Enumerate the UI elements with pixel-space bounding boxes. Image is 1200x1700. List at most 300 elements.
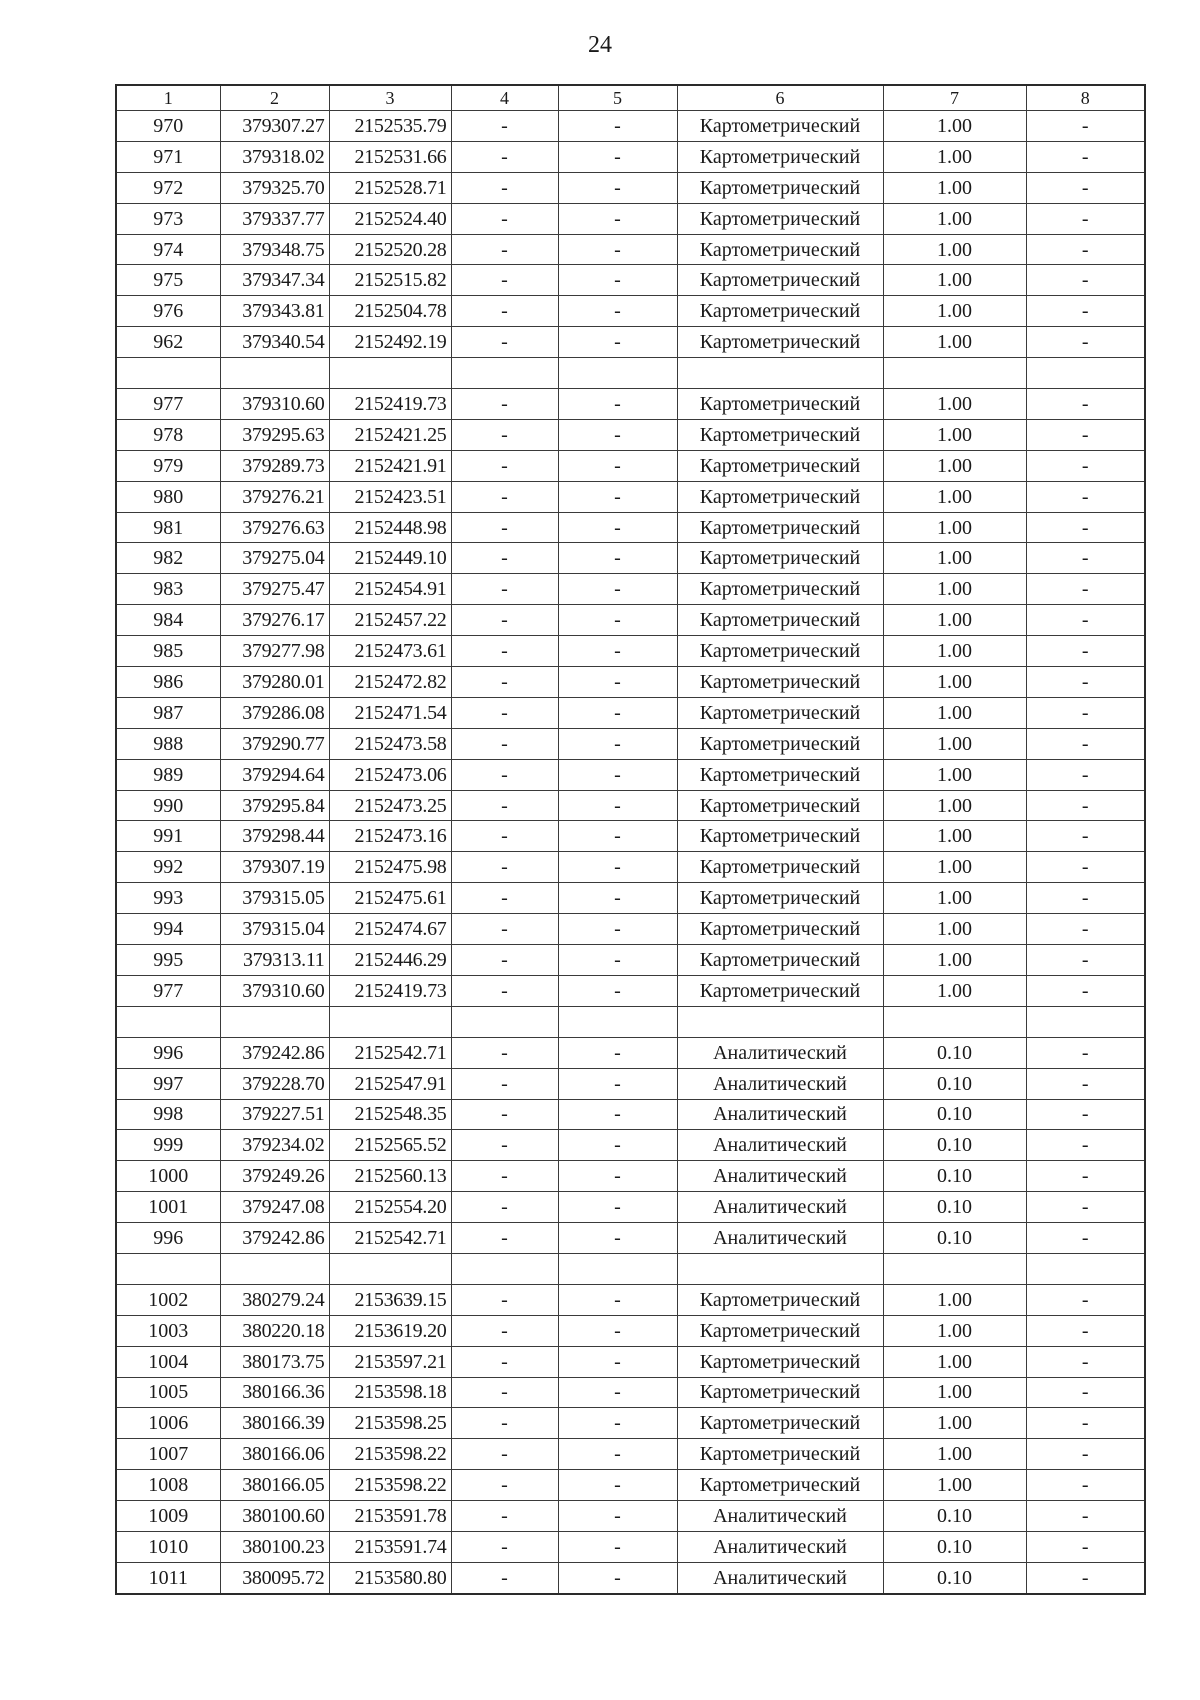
table-cell: 1.00 (883, 203, 1026, 234)
table-row (116, 1130, 1145, 1161)
table-cell: 1.00 (883, 1439, 1026, 1470)
table-cell: - (558, 574, 677, 605)
table-cell: - (1026, 111, 1145, 142)
table-cell: - (451, 883, 558, 914)
table-cell: Картометрический (677, 172, 883, 203)
table-cell: 2152492.19 (329, 327, 451, 358)
table-cell: 984 (116, 605, 220, 636)
table-cell: Картометрический (677, 852, 883, 883)
table-row (116, 759, 1145, 790)
table-cell: - (1026, 667, 1145, 698)
table-cell: Картометрический (677, 296, 883, 327)
table-row (116, 512, 1145, 543)
table-row (116, 481, 1145, 512)
table-cell: 379294.64 (220, 759, 329, 790)
table-cell: 379348.75 (220, 234, 329, 265)
table-cell (329, 1006, 451, 1037)
table-cell: 974 (116, 234, 220, 265)
table-cell: Картометрический (677, 759, 883, 790)
table-cell (677, 358, 883, 389)
table-cell: - (558, 512, 677, 543)
table-cell: - (451, 1439, 558, 1470)
table-cell: - (558, 790, 677, 821)
table-cell: 0.10 (883, 1161, 1026, 1192)
table-cell: - (1026, 327, 1145, 358)
table-cell (220, 1006, 329, 1037)
table-cell: - (558, 975, 677, 1006)
table-cell: 2152504.78 (329, 296, 451, 327)
table-row (116, 1161, 1145, 1192)
table-cell: 986 (116, 667, 220, 698)
table-cell: 1.00 (883, 1315, 1026, 1346)
table-cell: - (558, 1161, 677, 1192)
header-cell: 6 (677, 85, 883, 111)
table-cell: 379289.73 (220, 450, 329, 481)
table-cell: 1.00 (883, 265, 1026, 296)
table-row (116, 1346, 1145, 1377)
table-cell: 379298.44 (220, 821, 329, 852)
table-cell: - (451, 1161, 558, 1192)
table-cell: - (1026, 574, 1145, 605)
table-cell: 1.00 (883, 481, 1026, 512)
table-cell (1026, 1253, 1145, 1284)
table-cell: 379247.08 (220, 1192, 329, 1223)
table-cell: - (1026, 697, 1145, 728)
table-cell: - (558, 759, 677, 790)
table-row (116, 883, 1145, 914)
table-row (116, 111, 1145, 142)
table-cell: 379276.21 (220, 481, 329, 512)
table-row (116, 1501, 1145, 1532)
table-cell: Картометрический (677, 1470, 883, 1501)
table-cell: Картометрический (677, 945, 883, 976)
table-cell: Картометрический (677, 1315, 883, 1346)
table-cell: 997 (116, 1068, 220, 1099)
table-cell: 1.00 (883, 1408, 1026, 1439)
table-cell (116, 358, 220, 389)
table-cell: Аналитический (677, 1562, 883, 1593)
table-cell: 379310.60 (220, 389, 329, 420)
table-cell: - (451, 914, 558, 945)
table-cell: - (1026, 141, 1145, 172)
table-row (116, 327, 1145, 358)
table-row (116, 1223, 1145, 1254)
table-cell: 2152474.67 (329, 914, 451, 945)
table-cell: - (451, 1099, 558, 1130)
table-cell: - (451, 1346, 558, 1377)
table-cell: Картометрический (677, 697, 883, 728)
table-cell: - (1026, 1346, 1145, 1377)
table-cell (451, 1006, 558, 1037)
table-cell: 1.00 (883, 914, 1026, 945)
table-cell: 0.10 (883, 1223, 1026, 1254)
table-cell: 0.10 (883, 1037, 1026, 1068)
table-cell: - (1026, 790, 1145, 821)
table-cell: - (558, 296, 677, 327)
table-cell: 995 (116, 945, 220, 976)
table-cell: Аналитический (677, 1130, 883, 1161)
table-cell: 998 (116, 1099, 220, 1130)
table-cell: 2153591.74 (329, 1531, 451, 1562)
table-cell: 2152542.71 (329, 1037, 451, 1068)
table-cell: 379275.47 (220, 574, 329, 605)
table-cell: - (1026, 852, 1145, 883)
table-cell: 1.00 (883, 1377, 1026, 1408)
table-cell: - (558, 327, 677, 358)
table-row (116, 1284, 1145, 1315)
table-row (116, 1037, 1145, 1068)
table-cell: Картометрический (677, 481, 883, 512)
table-cell: 993 (116, 883, 220, 914)
table-cell (451, 1253, 558, 1284)
table-cell: Картометрический (677, 636, 883, 667)
table-cell: Картометрический (677, 450, 883, 481)
table-cell: Картометрический (677, 327, 883, 358)
table-cell: 1.00 (883, 512, 1026, 543)
table-cell: 1.00 (883, 1346, 1026, 1377)
table-cell: 988 (116, 728, 220, 759)
table-cell: 379340.54 (220, 327, 329, 358)
table-cell: 989 (116, 759, 220, 790)
table-cell: - (451, 605, 558, 636)
table-cell: - (558, 543, 677, 574)
table-cell (558, 1253, 677, 1284)
table-row (116, 1562, 1145, 1593)
table-cell: - (558, 1130, 677, 1161)
table-cell: - (1026, 1315, 1145, 1346)
header-cell: 3 (329, 85, 451, 111)
table-cell: - (1026, 914, 1145, 945)
table-cell: - (451, 111, 558, 142)
table-body (116, 111, 1145, 1594)
table-cell: Картометрический (677, 203, 883, 234)
table-cell: 1007 (116, 1439, 220, 1470)
table-cell: 1.00 (883, 975, 1026, 1006)
table-cell: - (451, 790, 558, 821)
table-row (116, 790, 1145, 821)
table-row (116, 852, 1145, 883)
table-cell: - (1026, 450, 1145, 481)
table-cell: - (558, 265, 677, 296)
table-cell: 379318.02 (220, 141, 329, 172)
table-cell: - (558, 1068, 677, 1099)
table-cell: - (451, 759, 558, 790)
table-cell: 2152454.91 (329, 574, 451, 605)
table-cell: 2152520.28 (329, 234, 451, 265)
table-cell: 2152448.98 (329, 512, 451, 543)
table-cell: Картометрический (677, 265, 883, 296)
table-row (116, 419, 1145, 450)
table-cell (558, 1006, 677, 1037)
table-cell: 0.10 (883, 1562, 1026, 1593)
table-row (116, 296, 1145, 327)
table-cell: Картометрический (677, 728, 883, 759)
table-cell: 999 (116, 1130, 220, 1161)
table-cell: - (558, 234, 677, 265)
table-cell: 380166.06 (220, 1439, 329, 1470)
header-cell: 5 (558, 85, 677, 111)
table-cell: 2153597.21 (329, 1346, 451, 1377)
table-row (116, 450, 1145, 481)
table-cell: - (1026, 1501, 1145, 1532)
table-cell: 2152565.52 (329, 1130, 451, 1161)
table-cell: 2152473.61 (329, 636, 451, 667)
table-row (116, 1377, 1145, 1408)
table-cell: - (558, 852, 677, 883)
table-cell: - (1026, 203, 1145, 234)
table-cell: 0.10 (883, 1501, 1026, 1532)
table-cell: 1.00 (883, 234, 1026, 265)
table-cell: 2152531.66 (329, 141, 451, 172)
table-cell: 971 (116, 141, 220, 172)
table-cell: 379227.51 (220, 1099, 329, 1130)
table-header (116, 85, 1145, 111)
table-cell: 2152475.98 (329, 852, 451, 883)
table-cell: Аналитический (677, 1501, 883, 1532)
table-row (116, 697, 1145, 728)
table-cell: 2152473.58 (329, 728, 451, 759)
table-cell: 983 (116, 574, 220, 605)
table-cell: Аналитический (677, 1037, 883, 1068)
table-cell: 379242.86 (220, 1223, 329, 1254)
table-cell: 379276.63 (220, 512, 329, 543)
table-cell: - (558, 1346, 677, 1377)
table-cell: - (451, 1068, 558, 1099)
table-cell (1026, 1006, 1145, 1037)
table-cell: - (451, 234, 558, 265)
table-cell: Аналитический (677, 1192, 883, 1223)
table-row (116, 1408, 1145, 1439)
table-cell: - (451, 512, 558, 543)
table-cell: 379290.77 (220, 728, 329, 759)
table-cell: - (1026, 975, 1145, 1006)
table-cell: 977 (116, 975, 220, 1006)
table-cell: - (1026, 1439, 1145, 1470)
table-cell: 1004 (116, 1346, 220, 1377)
table-cell: 379347.34 (220, 265, 329, 296)
table-cell: 1008 (116, 1470, 220, 1501)
table-cell: 2152421.91 (329, 450, 451, 481)
table-row (116, 1439, 1145, 1470)
table-cell: - (451, 1531, 558, 1562)
table-cell: - (451, 636, 558, 667)
header-cell: 8 (1026, 85, 1145, 111)
table-row (116, 234, 1145, 265)
table-cell: Картометрический (677, 111, 883, 142)
table-cell: 2152449.10 (329, 543, 451, 574)
table-cell: - (558, 914, 677, 945)
table-row (116, 1315, 1145, 1346)
table-cell: 2152515.82 (329, 265, 451, 296)
table-cell: - (1026, 728, 1145, 759)
table-cell: 2152457.22 (329, 605, 451, 636)
table-cell: Картометрический (677, 975, 883, 1006)
table-cell: - (451, 1470, 558, 1501)
table-cell: 379242.86 (220, 1037, 329, 1068)
table-cell: 1.00 (883, 852, 1026, 883)
table-row (116, 543, 1145, 574)
table-cell (883, 1006, 1026, 1037)
table-cell: 1.00 (883, 636, 1026, 667)
table-cell: 1.00 (883, 574, 1026, 605)
table-cell: - (1026, 543, 1145, 574)
table-cell: 2152554.20 (329, 1192, 451, 1223)
table-cell: - (451, 327, 558, 358)
table-row (116, 914, 1145, 945)
table-cell: 1.00 (883, 1284, 1026, 1315)
table-cell: 980 (116, 481, 220, 512)
table-cell: 379307.19 (220, 852, 329, 883)
table-cell: 962 (116, 327, 220, 358)
table-cell: - (1026, 605, 1145, 636)
table-cell: - (558, 419, 677, 450)
table-cell: - (558, 203, 677, 234)
table-cell: 379315.04 (220, 914, 329, 945)
table-cell: 994 (116, 914, 220, 945)
table-cell: 2152524.40 (329, 203, 451, 234)
table-row (116, 1192, 1145, 1223)
table-cell: 1003 (116, 1315, 220, 1346)
table-row (116, 389, 1145, 420)
table-cell: - (451, 1408, 558, 1439)
table-row (116, 1470, 1145, 1501)
header-cell: 2 (220, 85, 329, 111)
table-cell: 1.00 (883, 296, 1026, 327)
table-cell: - (451, 1037, 558, 1068)
table-cell: 2153598.18 (329, 1377, 451, 1408)
table-cell: 975 (116, 265, 220, 296)
table-cell: - (451, 1501, 558, 1532)
table-row (116, 1068, 1145, 1099)
table-cell: - (1026, 1161, 1145, 1192)
table-cell: 2152547.91 (329, 1068, 451, 1099)
table-cell: - (451, 265, 558, 296)
table-cell: - (451, 1562, 558, 1593)
table-cell: 2153598.25 (329, 1408, 451, 1439)
table-cell: Аналитический (677, 1161, 883, 1192)
table-cell: 978 (116, 419, 220, 450)
table-row (116, 1531, 1145, 1562)
table-cell: - (1026, 512, 1145, 543)
table-cell: 982 (116, 543, 220, 574)
table-cell: 1.00 (883, 111, 1026, 142)
table-cell: - (558, 945, 677, 976)
table-cell: 379313.11 (220, 945, 329, 976)
table-cell: - (451, 1284, 558, 1315)
table-cell: 970 (116, 111, 220, 142)
table-cell: 2153598.22 (329, 1470, 451, 1501)
table-cell: Картометрический (677, 1439, 883, 1470)
table-cell: 1.00 (883, 945, 1026, 976)
table-cell: - (451, 481, 558, 512)
table-cell: - (1026, 1408, 1145, 1439)
table-cell: - (558, 1192, 677, 1223)
table-cell: Картометрический (677, 667, 883, 698)
table-cell: - (451, 667, 558, 698)
table-cell: Картометрический (677, 1284, 883, 1315)
table-cell: - (558, 1315, 677, 1346)
table-cell: - (1026, 1531, 1145, 1562)
table-cell: 379275.04 (220, 543, 329, 574)
table-spacer-row (116, 1006, 1145, 1037)
table-cell: - (558, 605, 677, 636)
table-cell: 379234.02 (220, 1130, 329, 1161)
table-cell: 380166.39 (220, 1408, 329, 1439)
table-cell (1026, 358, 1145, 389)
table-cell: - (1026, 636, 1145, 667)
table-cell: - (558, 1037, 677, 1068)
table-cell: 379337.77 (220, 203, 329, 234)
table-cell: 2152473.25 (329, 790, 451, 821)
table-spacer-row (116, 1253, 1145, 1284)
table-cell: - (1026, 389, 1145, 420)
table-cell: - (558, 1439, 677, 1470)
table-cell (677, 1253, 883, 1284)
table-cell: - (451, 389, 558, 420)
table-cell: - (451, 1192, 558, 1223)
table-cell: 379307.27 (220, 111, 329, 142)
table-cell: - (1026, 1284, 1145, 1315)
table-cell: - (1026, 1037, 1145, 1068)
table-cell (329, 1253, 451, 1284)
header-row (116, 85, 1145, 111)
table-cell: 1011 (116, 1562, 220, 1593)
table-cell: 979 (116, 450, 220, 481)
table-cell: 379295.63 (220, 419, 329, 450)
table-cell (883, 358, 1026, 389)
table-cell: Картометрический (677, 543, 883, 574)
table-cell: 977 (116, 389, 220, 420)
table-cell: 2153639.15 (329, 1284, 451, 1315)
table-cell: 976 (116, 296, 220, 327)
table-cell: - (558, 1377, 677, 1408)
table-cell: 379277.98 (220, 636, 329, 667)
table-cell: 379228.70 (220, 1068, 329, 1099)
table-cell: - (558, 172, 677, 203)
table-cell: - (1026, 481, 1145, 512)
table-cell: - (451, 1377, 558, 1408)
table-cell: - (451, 1315, 558, 1346)
table-cell: - (558, 636, 677, 667)
table-cell: - (558, 111, 677, 142)
table-cell: Аналитический (677, 1099, 883, 1130)
table-cell: 992 (116, 852, 220, 883)
table-cell: - (558, 141, 677, 172)
table-cell: - (1026, 265, 1145, 296)
table-cell: 1.00 (883, 605, 1026, 636)
table-cell: Картометрический (677, 914, 883, 945)
table-cell: - (1026, 1470, 1145, 1501)
table-cell: 1000 (116, 1161, 220, 1192)
table-cell: - (451, 574, 558, 605)
table-cell: 1.00 (883, 543, 1026, 574)
table-cell: - (1026, 1223, 1145, 1254)
table-cell: 991 (116, 821, 220, 852)
table-cell: - (451, 697, 558, 728)
table-cell: 1.00 (883, 697, 1026, 728)
table-cell: 2152421.25 (329, 419, 451, 450)
table-cell: - (558, 1284, 677, 1315)
table-cell: 1.00 (883, 141, 1026, 172)
table-cell: Картометрический (677, 883, 883, 914)
table-cell: - (451, 203, 558, 234)
table-cell: - (558, 728, 677, 759)
table-cell: 0.10 (883, 1192, 1026, 1223)
table-row (116, 265, 1145, 296)
table-cell: 1.00 (883, 389, 1026, 420)
table-cell: 380173.75 (220, 1346, 329, 1377)
table-cell: - (1026, 1068, 1145, 1099)
